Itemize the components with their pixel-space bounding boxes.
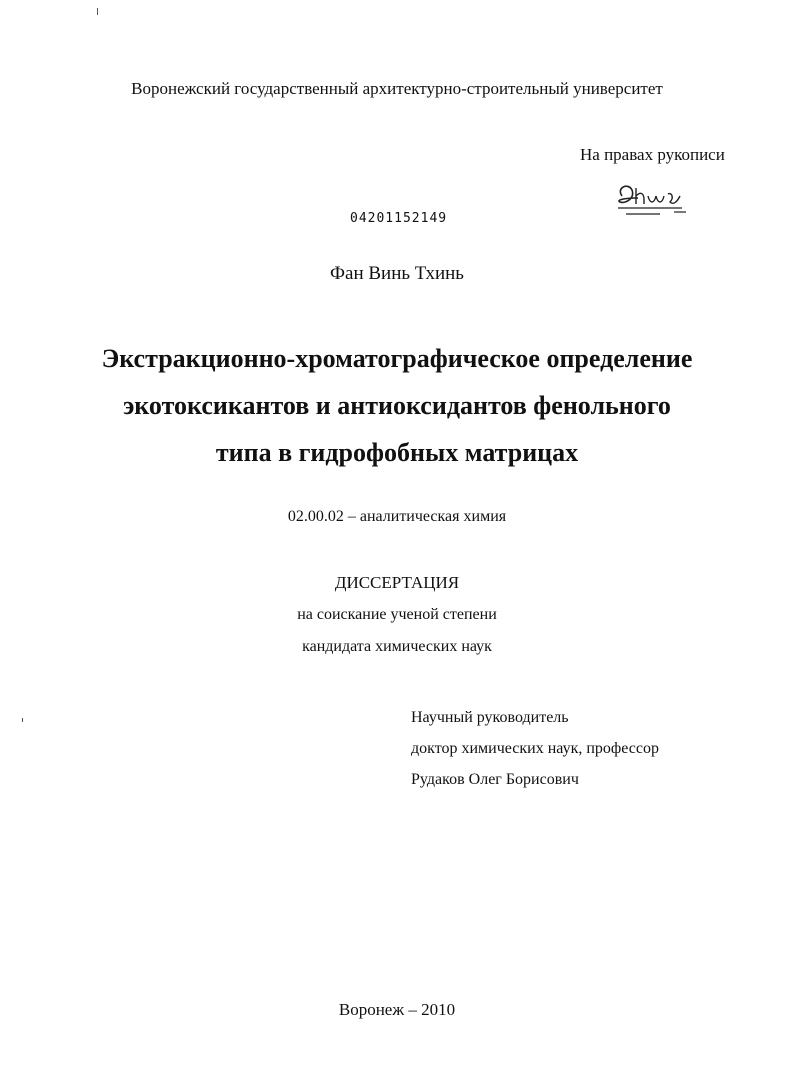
supervisor-name: Рудаков Олег Борисович	[411, 771, 579, 788]
title-line: Экстракционно-хроматографическое определение	[101, 344, 693, 373]
scan-speck	[97, 8, 98, 15]
author-name: Фан Винь Тхинь	[330, 263, 464, 284]
dissertation-title	[0, 335, 794, 476]
title-line: экотоксикантов и антиоксидантов фенольного	[123, 391, 671, 420]
city-year: Воронеж – 2010	[338, 1000, 456, 1019]
document-type: ДИССЕРТАЦИЯ	[334, 573, 460, 592]
supervisor-credentials: доктор химических наук, профессор	[411, 740, 659, 757]
supervisor-label: Научный руководитель	[411, 709, 569, 726]
degree-line: на соискание ученой степени	[297, 606, 497, 623]
title-line: типа в гидрофобных матрицах	[215, 438, 579, 467]
catalog-code: 04201152149	[350, 211, 448, 226]
university-name: Воронежский государственный архитектурно-строительный университет	[131, 79, 663, 98]
scan-speck	[22, 718, 23, 722]
specialty-code: 02.00.02 – аналитическая химия	[287, 508, 507, 525]
handwritten-signature	[612, 178, 692, 220]
degree-line: кандидата химических наук	[302, 638, 492, 655]
manuscript-rights-label: На правах рукописи	[580, 145, 725, 164]
